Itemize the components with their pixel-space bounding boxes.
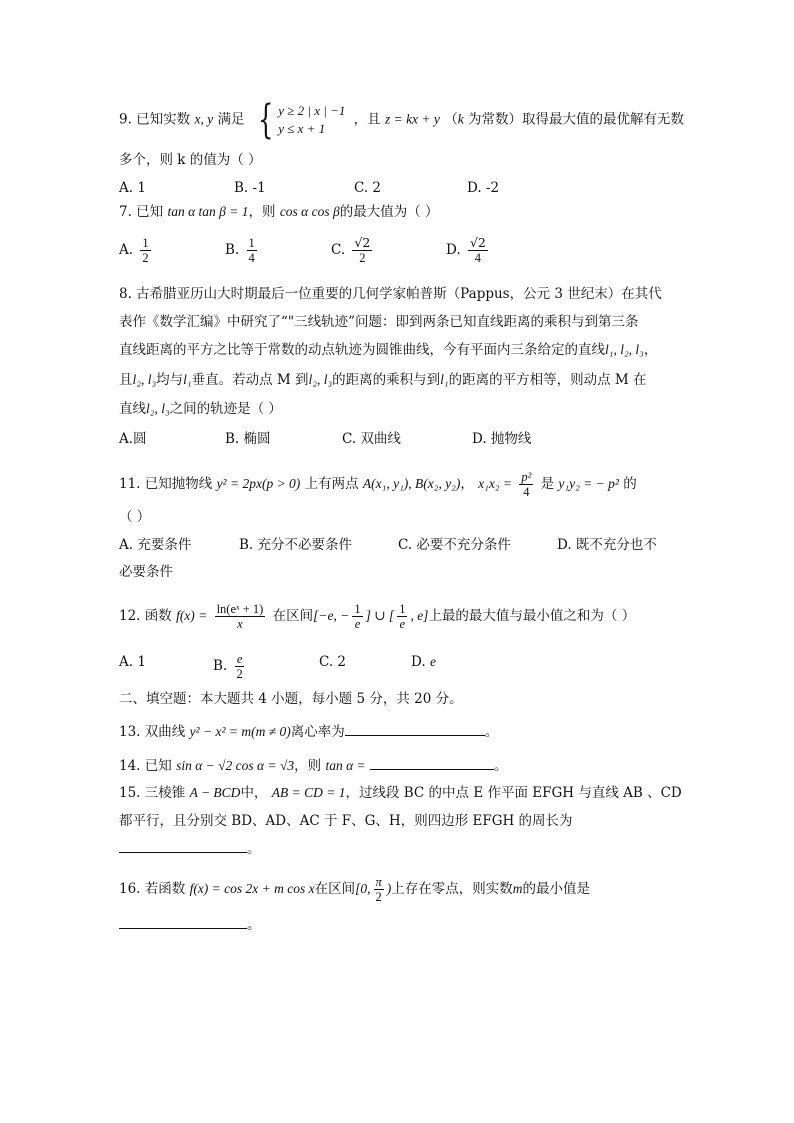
q15-rest: ，过线段 BC 的中点 E 作平面 EFGH 与直线 AB 、CD bbox=[345, 785, 682, 801]
q11-comma: ， bbox=[460, 476, 474, 492]
q14-answer-blank[interactable] bbox=[370, 755, 494, 770]
q9-after: ，且 bbox=[353, 111, 381, 128]
q11-points: A(x₁, y₁), B(x₂, y₂) bbox=[362, 476, 461, 491]
q9-option-d: D. -2 bbox=[467, 180, 500, 196]
q7-a-den: 2 bbox=[142, 251, 149, 265]
q9-option-b: B. -1 bbox=[234, 180, 266, 196]
q15-line1 bbox=[119, 783, 682, 803]
q9-paren2: 为常数）取得最大值的最优解有无数 bbox=[463, 111, 684, 128]
q9-sys-row2: y ≤ x + 1 bbox=[278, 121, 326, 136]
q9-line1 bbox=[119, 97, 684, 143]
q12-suffix: 上最的最大值与最小值之和为（ ） bbox=[428, 608, 636, 624]
q11-de: 的 bbox=[623, 476, 637, 492]
q8-line4 bbox=[119, 370, 647, 390]
q8-line2: 表作《数学汇编》中研究了“"三线轨迹”问题：即到两条已知直线距离的乘积与到第三条 bbox=[119, 314, 639, 330]
q12-f1-den: e bbox=[354, 617, 361, 631]
q8-option-c: C. 双曲线 bbox=[342, 431, 401, 447]
q15-tet: A − BCD bbox=[189, 785, 241, 800]
q8-l4d: l₁ bbox=[183, 372, 192, 387]
q11-option-b: B. 充分不必要条件 bbox=[239, 537, 353, 553]
q9-mid: 满足 bbox=[217, 111, 245, 128]
q16-mid: 在区间 bbox=[314, 881, 356, 897]
q7-d-den: 4 bbox=[474, 251, 482, 265]
q13-answer-blank[interactable] bbox=[345, 721, 485, 736]
q8-option-b: B. 椭圆 bbox=[225, 431, 271, 447]
q15-line2: 都平行，且分别交 BD、AD、AC 于 F、G、H，则四边形 EFGH 的周长为 bbox=[119, 813, 573, 829]
q7-option-b-letter: B. bbox=[225, 242, 240, 258]
q14-prefix: 14. 已知 bbox=[119, 758, 172, 774]
q11-den: 4 bbox=[523, 485, 530, 499]
q16-suffix: 上存在零点，则实数 bbox=[391, 881, 513, 897]
q11-option-d: D. 既不充分也不 bbox=[557, 537, 657, 553]
q12-b-den: 2 bbox=[236, 667, 243, 681]
q7-line1 bbox=[119, 202, 439, 222]
q7-prefix: 7. 已知 bbox=[119, 204, 164, 220]
q12-fx: f(x) = bbox=[176, 608, 208, 623]
q9-expr: z = kx + y bbox=[384, 111, 440, 127]
q14-ask: tan α = bbox=[325, 758, 366, 773]
q8-l4g: 的距离的乘积与到 bbox=[332, 372, 441, 388]
q12-prefix: 12. 函数 bbox=[119, 608, 172, 624]
q11-option-c: C. 必要不充分条件 bbox=[398, 537, 511, 553]
q8-l5c: 之间的轨迹是（ ） bbox=[169, 401, 282, 417]
q11-num: p² bbox=[521, 470, 532, 484]
q7-option-c bbox=[331, 236, 375, 265]
q7-mid: ，则 bbox=[248, 204, 276, 220]
q8-l4a: 且 bbox=[119, 372, 133, 388]
q13-line bbox=[119, 721, 498, 742]
q16-int1: [0, bbox=[355, 881, 371, 896]
q12-int1: [−e, − bbox=[313, 608, 350, 623]
q7-b-num: 1 bbox=[248, 236, 255, 250]
q14-line bbox=[119, 755, 507, 776]
q8-l4f: l₂, l₃ bbox=[308, 372, 333, 387]
q9-line2: 多个，则 k 的值为（ ） bbox=[119, 152, 262, 168]
q12-f2-num: 1 bbox=[399, 602, 406, 616]
q16-prefix: 16. 若函数 bbox=[119, 881, 186, 897]
q8-line1: 8. 古希腊亚历山大时期最后一位重要的几何学家帕普斯（Pappus，公元 3 世纪末）在其代 bbox=[119, 286, 662, 302]
q7-option-d bbox=[446, 236, 491, 265]
q8-l5a: 直线 bbox=[119, 401, 146, 417]
q7-option-c-letter: C. bbox=[331, 242, 346, 258]
q15-end: 。 bbox=[247, 841, 261, 857]
q11-cond: x₁x₂ = bbox=[478, 476, 513, 491]
q7-a-num: 1 bbox=[142, 236, 149, 250]
q8-l4b: l₂, l₃ bbox=[132, 372, 157, 387]
q12-option-b bbox=[213, 652, 248, 681]
q12-option-b-letter: B. bbox=[213, 658, 228, 674]
q11-line2: （ ） bbox=[119, 509, 151, 525]
q7-d-num: √2 bbox=[469, 235, 486, 250]
q14-mid: ，则 bbox=[294, 758, 322, 774]
q7-c-num: √2 bbox=[354, 235, 371, 250]
q8-line3 bbox=[119, 340, 657, 360]
q16-line1 bbox=[119, 875, 590, 904]
q7-option-b bbox=[225, 236, 260, 265]
q15-line3 bbox=[119, 838, 261, 859]
q15-prefix: 15. 三棱锥 bbox=[119, 785, 186, 801]
q14-expr: sin α − √2 cos α = √3 bbox=[176, 758, 295, 773]
q8-option-d: D. 抛物线 bbox=[472, 431, 532, 447]
q7-suffix: 的最大值为（ ） bbox=[339, 204, 439, 220]
q11-option-a: A. 充要条件 bbox=[119, 537, 192, 553]
q7-c-den: 2 bbox=[359, 251, 366, 265]
q12-option-c: C. 2 bbox=[319, 654, 347, 670]
q12-frac1 bbox=[352, 602, 362, 631]
q12-mid: 在区间 bbox=[272, 608, 314, 624]
q11-mid: 上有两点 bbox=[304, 476, 359, 492]
q9-option-c: C. 2 bbox=[354, 180, 382, 196]
q7-option-d-frac bbox=[468, 236, 488, 265]
q12-int3: , e] bbox=[410, 608, 429, 623]
q7-option-a-frac bbox=[140, 236, 150, 265]
q14-end: 。 bbox=[493, 758, 508, 774]
q12-option-b-frac bbox=[235, 652, 245, 681]
q15-cond: AB = CD = 1 bbox=[271, 785, 346, 800]
q16-line2 bbox=[119, 914, 261, 935]
q11-shi: 是 bbox=[540, 476, 555, 492]
q9-vars: x, y bbox=[194, 111, 214, 127]
q9-system bbox=[253, 97, 346, 143]
q16-m: m bbox=[512, 881, 523, 896]
section-2-heading: 二、填空题：本大题共 4 小题，每小题 5 分，共 20 分。 bbox=[119, 691, 463, 707]
q12-den: x bbox=[237, 617, 243, 631]
q7-option-b-frac bbox=[247, 236, 257, 265]
q8-line5 bbox=[119, 399, 282, 419]
q8-lines-l123: l₁, l₂, l₃ bbox=[605, 342, 644, 357]
q12-line1 bbox=[119, 602, 635, 631]
q7-option-a bbox=[119, 236, 154, 265]
q13-suffix: 离心率为 bbox=[290, 724, 345, 740]
q7-option-d-letter: D. bbox=[446, 242, 461, 258]
q12-option-d-letter: D. bbox=[411, 654, 426, 670]
q8-option-a: A.圆 bbox=[119, 431, 147, 447]
q16-suffix2: 的最小值是 bbox=[522, 881, 591, 897]
q7-option-a-letter: A. bbox=[119, 242, 134, 258]
q11-prefix: 11. 已知抛物线 bbox=[119, 476, 213, 492]
q12-f2-den: e bbox=[399, 617, 406, 631]
q12-b-num: e bbox=[236, 652, 243, 666]
q11-curve: y² = 2px(p > 0) bbox=[216, 476, 301, 491]
q9-prefix: 9. 已知实数 bbox=[119, 111, 191, 128]
q11-line1 bbox=[119, 470, 637, 499]
q12-frac2 bbox=[397, 602, 407, 631]
q16-int2: ) bbox=[386, 881, 392, 896]
q12-int2: ] ∪ [ bbox=[365, 608, 395, 623]
q7-cond: tan α tan β = 1 bbox=[167, 204, 249, 219]
q12-f1-num: 1 bbox=[354, 602, 361, 616]
q12-option-d bbox=[411, 652, 436, 672]
q7-expr: cos α cos β bbox=[279, 204, 340, 219]
q8-l4i: 的距离的平方相等，则动点 M 在 bbox=[448, 372, 647, 388]
q8-l4h: l₁ bbox=[440, 372, 449, 387]
q8-line3-text: 直线距离的平方之比等于常数的动点轨迹为圆锥曲线，今有平面内三条给定的直线 bbox=[119, 342, 605, 358]
q7-option-c-frac bbox=[352, 236, 372, 265]
q12-option-d-val: e bbox=[429, 654, 436, 669]
q16-end: 。 bbox=[247, 917, 261, 933]
q15-mid: 中， bbox=[240, 785, 268, 801]
q9-k: k bbox=[457, 111, 464, 127]
q7-b-den: 4 bbox=[248, 251, 255, 265]
q12-option-a: A. 1 bbox=[119, 654, 146, 670]
q16-frac bbox=[374, 875, 384, 904]
q15-answer-blank[interactable] bbox=[119, 838, 247, 853]
q8-l4e: 垂直。若动点 M 到 bbox=[191, 372, 309, 388]
q8-l5b: l₂, l₃ bbox=[146, 401, 170, 416]
q13-end: 。 bbox=[484, 724, 499, 740]
brace-icon: { bbox=[257, 97, 274, 143]
q13-expr: y² − x² = m(m ≠ 0) bbox=[189, 724, 291, 739]
q11-option-d-wrap: 必要条件 bbox=[119, 564, 173, 580]
q12-frac bbox=[215, 602, 266, 631]
q8-l4c: 均与 bbox=[156, 372, 184, 388]
q12-num: ln(eˣ + 1) bbox=[216, 602, 264, 616]
q16-num: π bbox=[375, 875, 382, 889]
q9-paren: （ bbox=[444, 111, 458, 128]
q16-answer-blank[interactable] bbox=[119, 914, 247, 929]
q9-sys-row1: y ≥ 2 | x | −1 bbox=[278, 103, 346, 118]
q8-line3-comma: ， bbox=[643, 342, 658, 358]
q11-frac bbox=[519, 470, 533, 499]
q16-fx: f(x) = cos 2x + m cos x bbox=[189, 881, 315, 896]
q9-option-a: A. 1 bbox=[119, 180, 146, 196]
q16-den: 2 bbox=[375, 890, 382, 904]
q11-concl: y₁y₂ = − p² bbox=[558, 476, 619, 491]
q13-prefix: 13. 双曲线 bbox=[119, 724, 186, 740]
